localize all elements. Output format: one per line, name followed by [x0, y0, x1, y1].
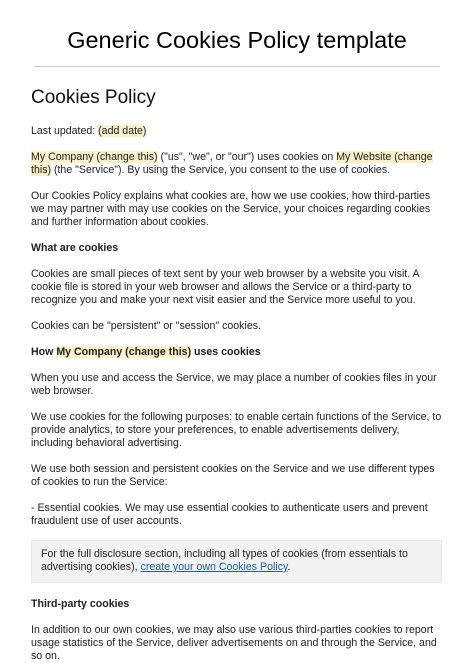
what-paragraph-1: Cookies are small pieces of text sent by your web browser by a website you visit. A cookie file is stored in your web browser and allows the Service or a third-party to recognize you and make your next visit easier and the Service more useful to you. — [31, 268, 420, 306]
what-are-cookies-heading: What are cookies — [31, 242, 119, 254]
how-heading-suffix: uses cookies — [191, 346, 261, 358]
how-paragraph-3: We use both session and persistent cookies on the Service and we use different types of cookies to run the Service: — [31, 463, 435, 488]
intro-text-2: (the "Service"). By using the Service, you consent to the use of cookies. — [51, 164, 391, 176]
how-uses-cookies-heading — [31, 346, 442, 359]
how-paragraph-1: When you use and access the Service, we may place a number of cookies files in your web browser. — [31, 372, 437, 397]
last-updated-label: Last updated: — [31, 125, 99, 137]
third-party-cookies-heading: Third-party cookies — [31, 598, 130, 610]
note-text: For the full disclosure section, including all types of cookies (from essentials to advertising cookies), — [41, 548, 408, 573]
create-cookies-policy-link[interactable]: create your own Cookies Policy — [140, 561, 288, 573]
policy-content — [0, 87, 474, 663]
last-updated — [31, 125, 442, 138]
title-divider — [34, 66, 440, 67]
company-placeholder: My Company (change this) — [31, 151, 158, 163]
what-paragraph-2: Cookies can be "persistent" or "session" cookies. — [31, 320, 261, 332]
date-placeholder: (add date) — [98, 125, 147, 137]
note-end: . — [287, 561, 291, 573]
how-heading-prefix: How — [31, 346, 57, 358]
how-heading-company: My Company (change this) — [56, 346, 192, 358]
website-placeholder: My Website (change this) — [31, 151, 433, 176]
intro-paragraph — [31, 151, 442, 177]
document-title: Generic Cookies Policy template — [67, 27, 407, 53]
intro-text-1: ("us", "we", or "our") uses cookies on — [157, 151, 337, 163]
how-paragraph-2: We use cookies for the following purposes: to enable certain functions of the Service, to provide analytics, to store your preferences, to enable advertisements delivery, including behavioral advertising. — [31, 411, 442, 449]
how-paragraph-4: - Essential cookies. We may use essential cookies to authenticate users and prevent fraudulent use of user accounts. — [31, 502, 428, 527]
disclosure-note — [31, 540, 442, 583]
explain-paragraph: Our Cookies Policy explains what cookies are, how we use cookies, how third-parties we may partner with may use cookies on the Service, your choices regarding cookies and further information about cookies. — [31, 190, 431, 228]
third-party-paragraph: In addition to our own cookies, we may also use various third-parties cookies to report usage statistics of the Service, deliver advertisements on and through the Service, and so on. — [31, 624, 437, 662]
policy-heading: Cookies Policy — [31, 87, 156, 108]
